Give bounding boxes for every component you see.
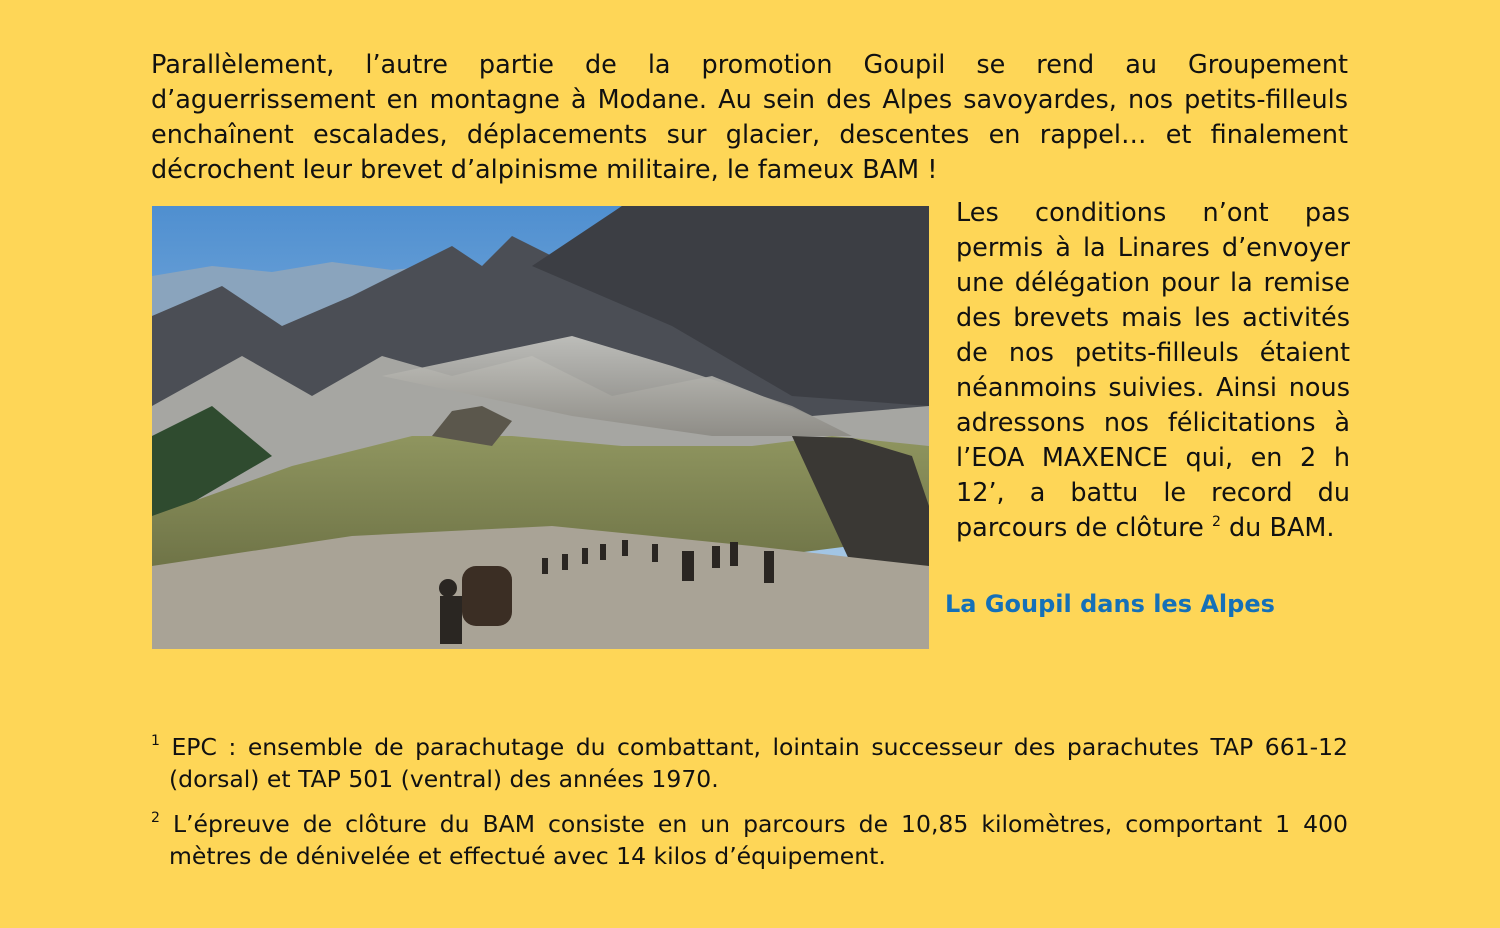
footnote-2 — [151, 808, 1348, 872]
side-paragraph — [956, 196, 1350, 546]
footnote-1-number: 1 — [151, 733, 160, 749]
footnote-2-text: L’épreuve de clôture du BAM consiste en un parcours de 10,85 kilomètres, comportant 1 400 mètres de dénivelée et effectué avec 14 kilos d’équipement. — [169, 810, 1348, 870]
footnote-1-text: EPC : ensemble de parachutage du combattant, lointain successeur des parachutes TAP 661-12 (dorsal) et TAP 501 (ventral) des années 1970. — [169, 733, 1348, 793]
mountain-photo — [152, 206, 929, 649]
photo-caption: La Goupil dans les Alpes — [945, 590, 1275, 618]
footnote-2-number: 2 — [151, 810, 160, 826]
side-text-tail: du BAM. — [1220, 513, 1335, 543]
side-text: Les conditions n’ont pas permis à la Linares d’envoyer une délégation pour la remise des brevets mais les activités de nos petits-filleuls étaient néanmoins suivies. Ainsi nous adressons nos félicitations à l’EOA MAXENCE qui, en 2 h 12’, a battu le record du parcours de clôture — [956, 198, 1350, 543]
footnote-1 — [151, 731, 1348, 795]
footnote-ref-2: 2 — [1211, 514, 1221, 530]
intro-paragraph: Parallèlement, l’autre partie de la promotion Goupil se rend au Groupement d’aguerrissement en montagne à Modane. Au sein des Alpes savoyardes, nos petits-filleuls enchaînent escalades, déplacements sur glacier, descentes en rappel… et finalement décrochent leur brevet d’alpinisme militaire, le fameux BAM ! — [151, 50, 1348, 185]
